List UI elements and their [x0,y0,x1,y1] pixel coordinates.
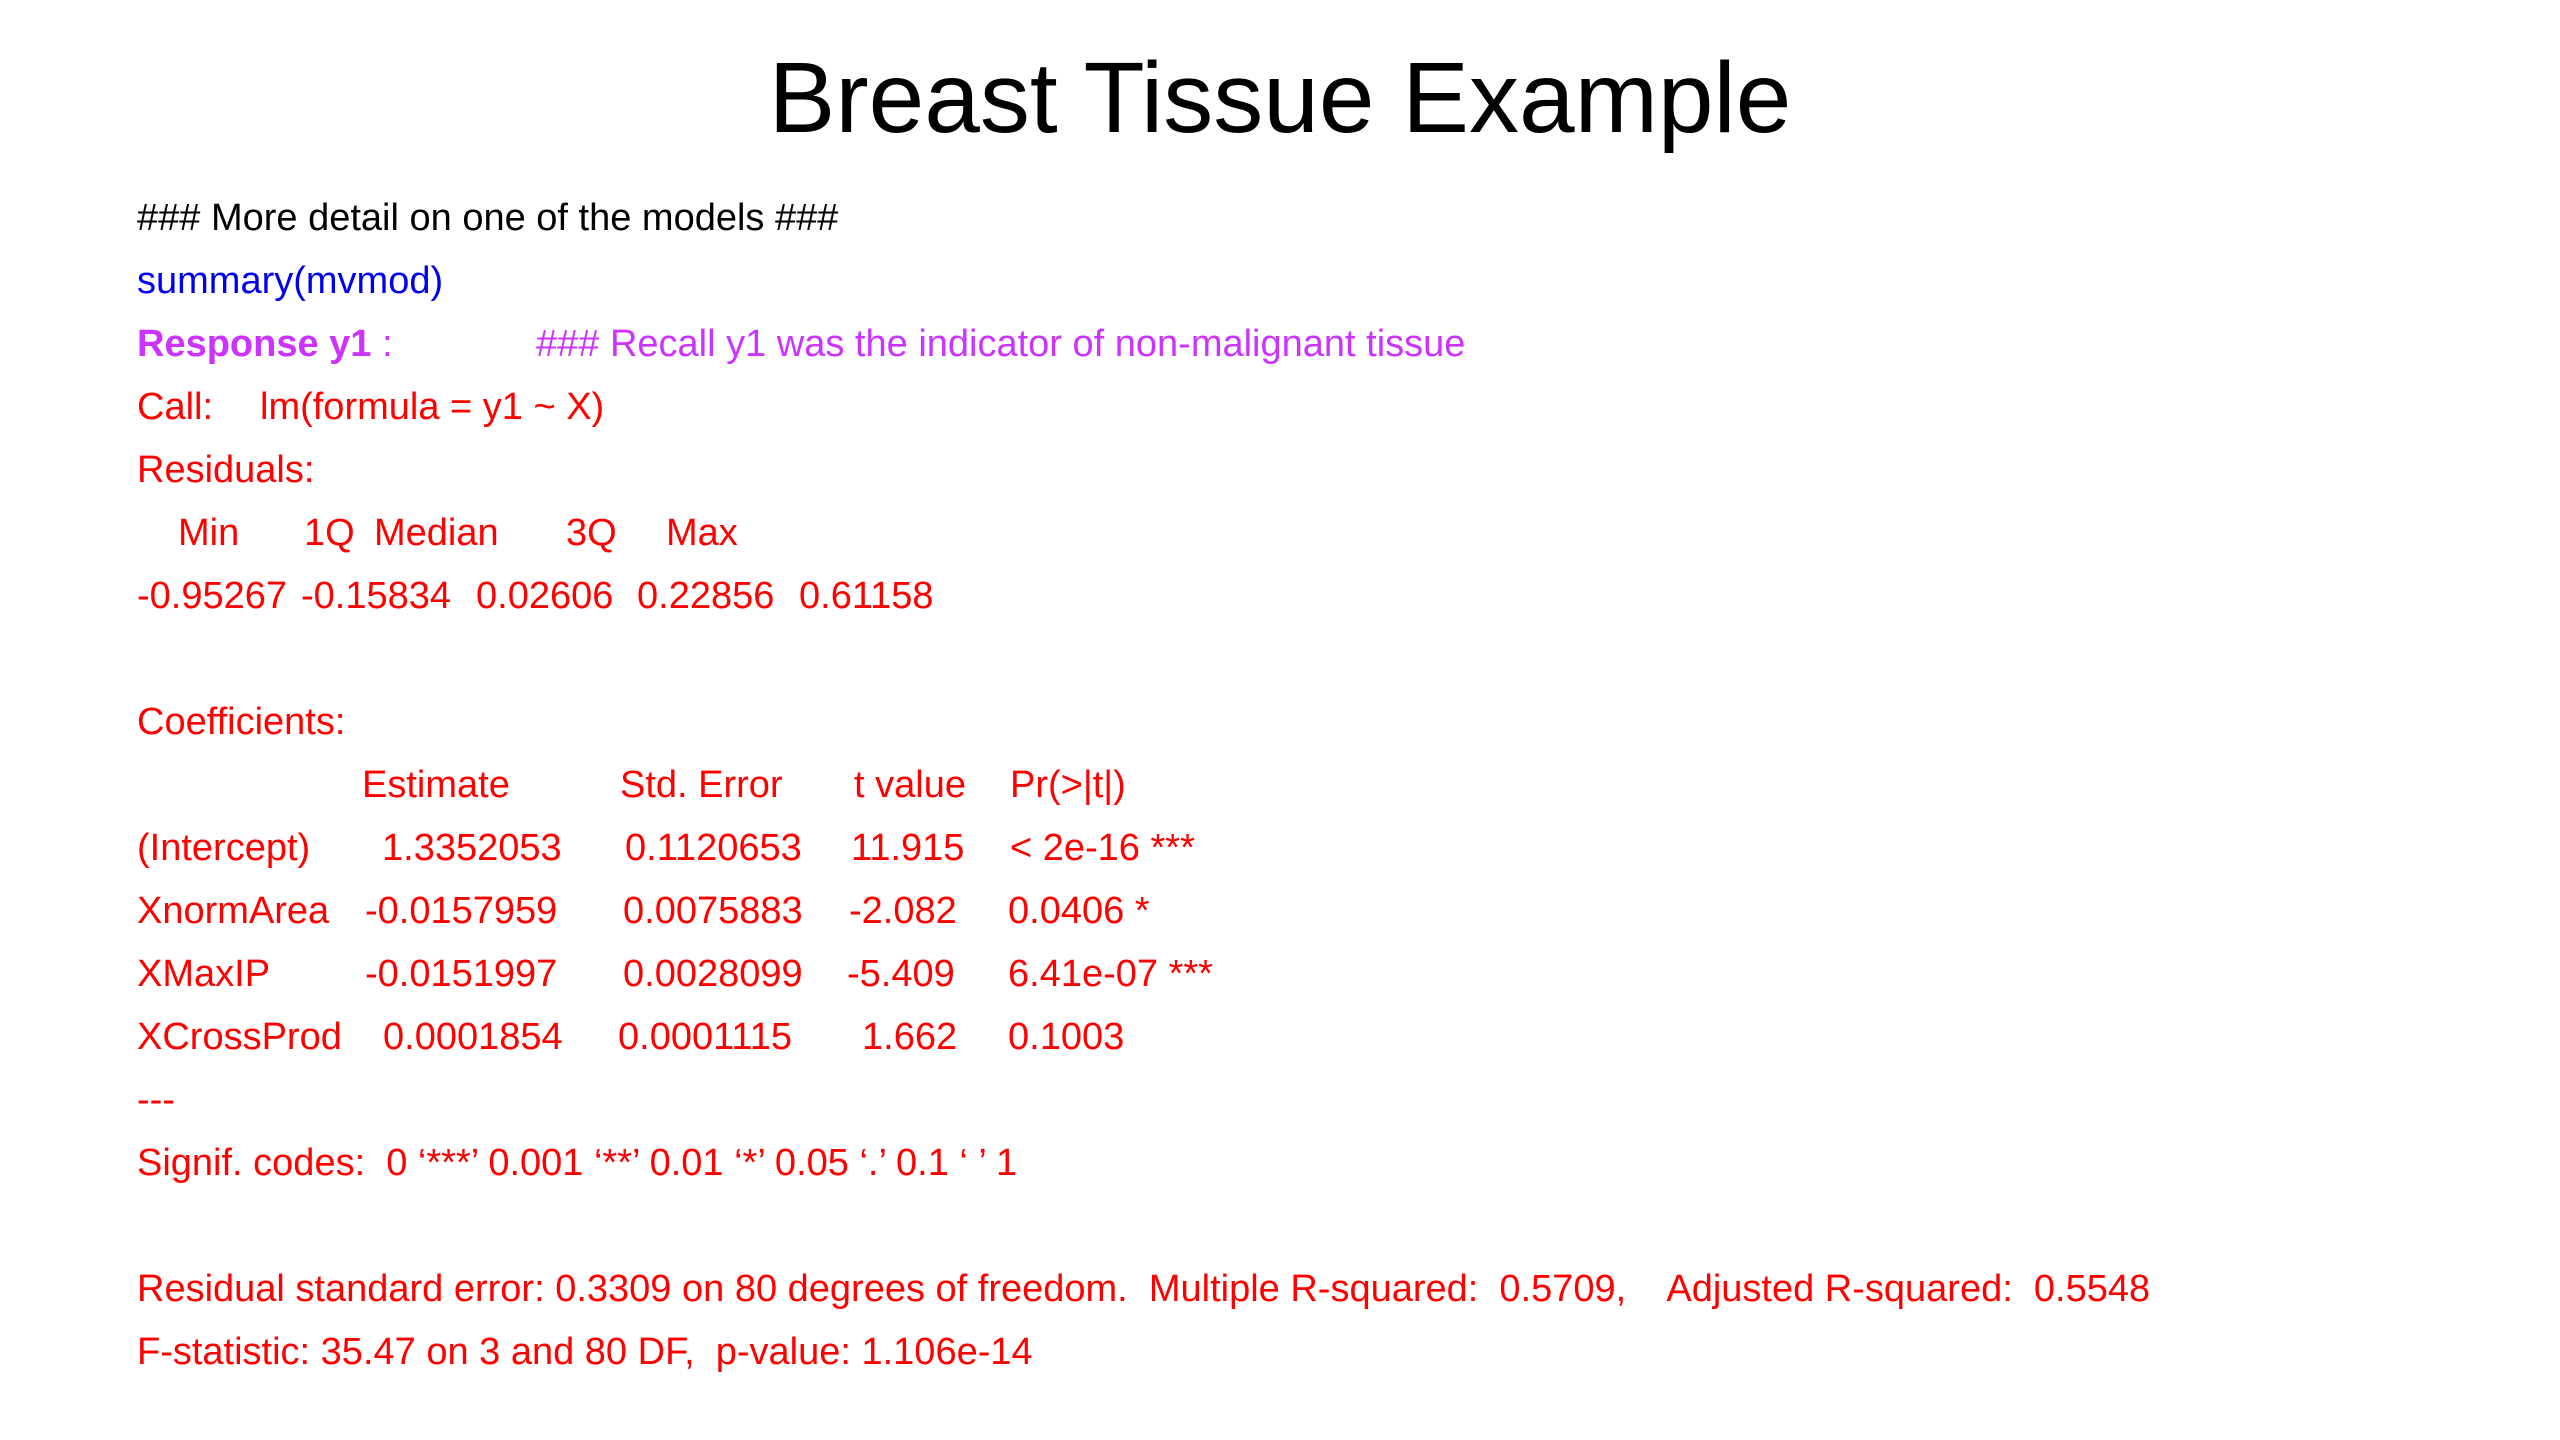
residuals-value: -0.95267 [137,575,288,617]
residuals-header: 3Q [566,512,617,554]
residuals-value: -0.15834 [301,575,452,617]
coef-row-p-value: 0.0406 * [1008,890,1150,932]
coef-header: Estimate [362,764,510,806]
response-label: Response y1 [137,323,372,365]
coefficients-label: Coefficients: [137,701,346,743]
comment-line: ### More detail on one of the models ### [137,197,839,239]
coef-row-p-value: < 2e-16 *** [1010,827,1195,869]
coef-row-t-value: -2.082 [849,890,957,932]
residuals-value: 0.02606 [476,575,614,617]
coef-row-std-error: 0.1120653 [625,827,802,869]
response-colon: : [371,323,393,365]
coef-header: Std. Error [620,764,783,806]
coef-row-t-value: -5.409 [847,953,955,995]
coef-row-t-value: 11.915 [851,827,965,869]
call-value: lm(formula = y1 ~ X) [260,386,605,428]
slide-title: Breast Tissue Example [768,42,1792,154]
residuals-value: 0.61158 [799,575,934,617]
coef-row-estimate: -0.0151997 [365,953,558,995]
coef-row-estimate: 0.0001854 [383,1016,563,1058]
coef-row-std-error: 0.0028099 [623,953,803,995]
coef-row-t-value: 1.662 [862,1016,958,1058]
coef-row-name: (Intercept) [137,827,311,869]
coef-header: t value [854,764,966,806]
call-label: Call: [137,386,214,428]
residuals-label: Residuals: [137,449,315,491]
command-line: summary(mvmod) [137,260,444,302]
f-stat-line: F-statistic: 35.47 on 3 and 80 DF, p-value: 1.106e-14 [137,1331,1033,1373]
residuals-header: Median [374,512,499,554]
coef-row-std-error: 0.0075883 [623,890,803,932]
coef-row-std-error: 0.0001115 [618,1016,792,1058]
residuals-header: Max [666,512,738,554]
residuals-header: 1Q [304,512,355,554]
coef-row-name: XCrossProd [137,1016,342,1058]
residuals-value: 0.22856 [637,575,775,617]
coef-row-name: XnormArea [137,890,330,932]
coef-row-name: XMaxIP [137,953,271,995]
response-comment: ### Recall y1 was the indicator of non-malignant tissue [536,323,1466,365]
coef-row-p-value: 0.1003 [1008,1016,1125,1058]
signif-codes: Signif. codes: 0 ‘***’ 0.001 ‘**’ 0.01 ‘*’ 0.05 ‘.’ 0.1 ‘ ’ 1 [137,1142,1018,1184]
residual-se-line: Residual standard error: 0.3309 on 80 degrees of freedom. Multiple R-squared: 0.5709, Adjusted R-squared: 0.5548 [137,1268,2151,1310]
coef-header: Pr(>|t|) [1010,764,1126,806]
residuals-header: Min [178,512,240,554]
coef-row-p-value: 6.41e-07 *** [1008,953,1213,995]
coef-row-estimate: 1.3352053 [382,827,562,869]
response-line [137,322,393,366]
coef-row-estimate: -0.0157959 [365,890,558,932]
separator: --- [137,1079,175,1121]
